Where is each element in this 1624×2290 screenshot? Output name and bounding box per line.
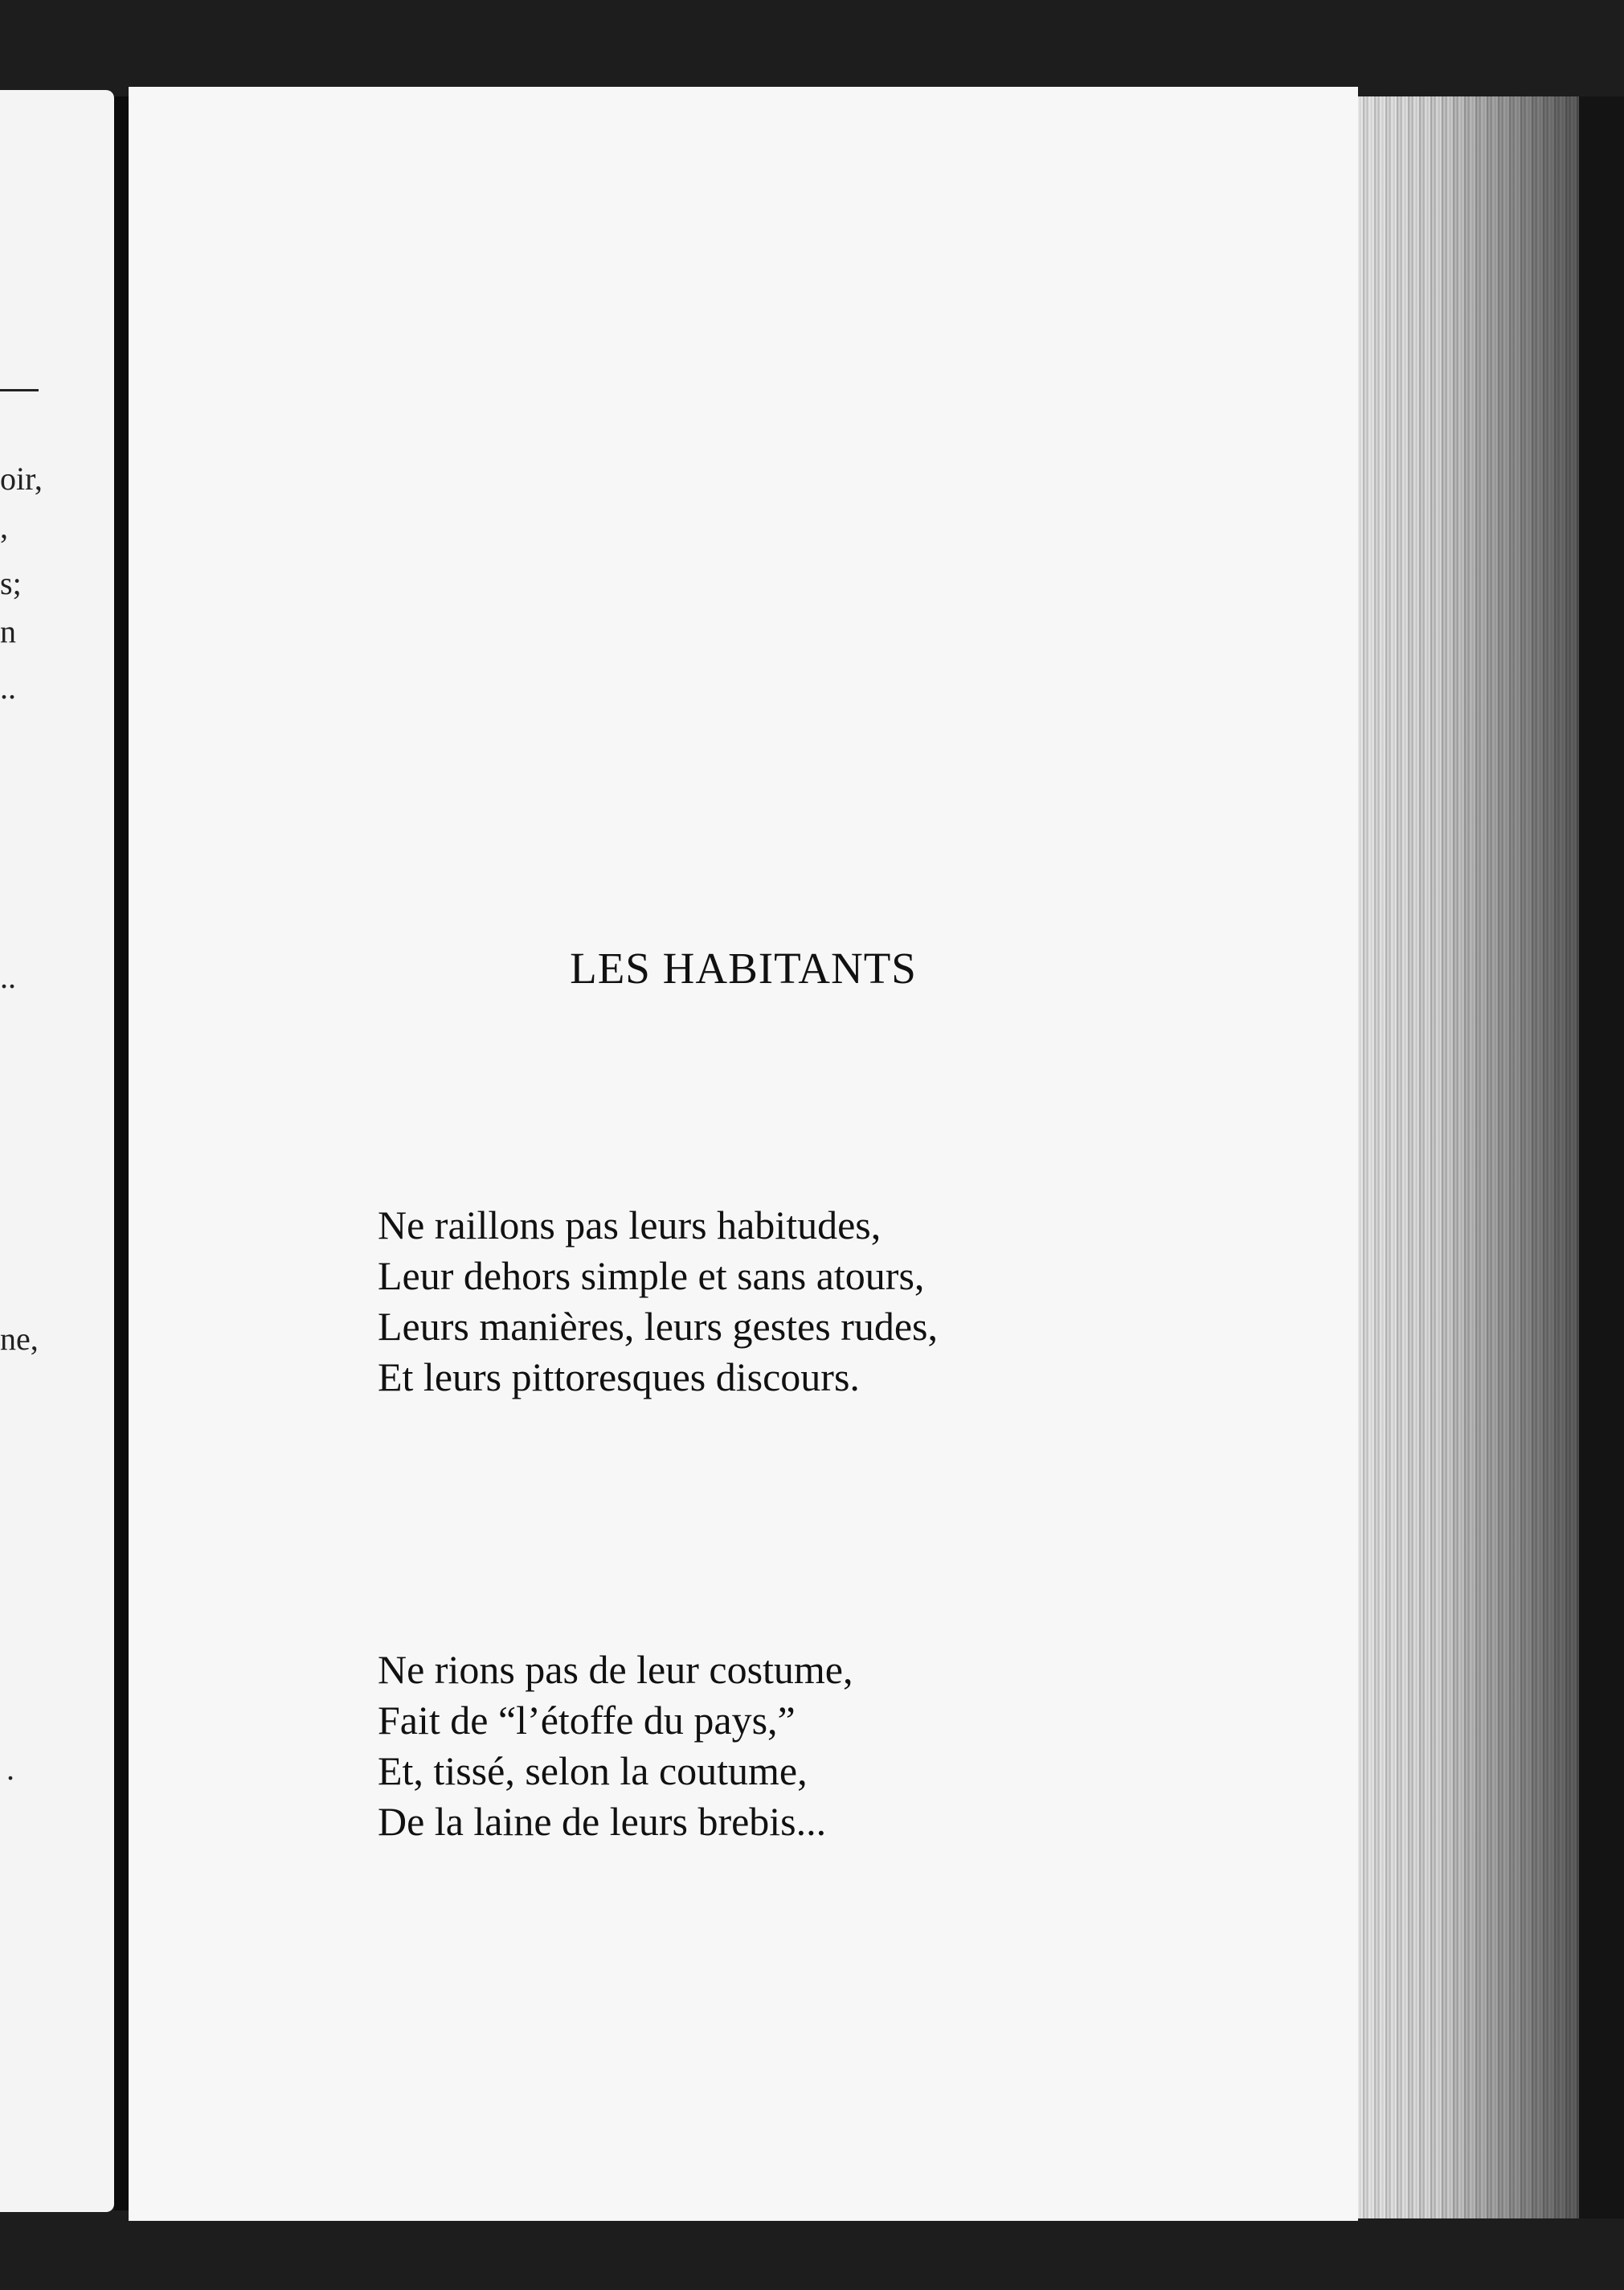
- left-page-rule: [0, 389, 39, 391]
- left-page-text-fragment: ,: [0, 509, 8, 545]
- stanza: [378, 1200, 938, 1403]
- left-page-text-fragment: .: [6, 1751, 14, 1787]
- verse-line: Ne rions pas de leur costume,: [378, 1647, 853, 1692]
- verse-line: Leur dehors simple et sans atours,: [378, 1253, 925, 1298]
- verse-line: Ne raillons pas leurs habitudes,: [378, 1202, 882, 1247]
- verse-line: Et leurs pittoresques discours.: [378, 1354, 860, 1399]
- left-page-text-fragment: oir,: [0, 461, 43, 497]
- left-page-text-fragment: ..: [0, 959, 16, 995]
- poem-title: LES HABITANTS: [570, 944, 917, 993]
- left-page-text-fragment: ..: [0, 670, 16, 706]
- verse-line: Fait de “l’étoffe du pays,”: [378, 1698, 796, 1743]
- verse-line: Leurs manières, leurs gestes rudes,: [378, 1304, 938, 1349]
- verse-line: Et, tissé, selon la coutume,: [378, 1748, 808, 1793]
- book-edge-shadow: [1579, 96, 1624, 2218]
- left-page-text-fragment: s;: [0, 565, 22, 601]
- left-page-text-fragment: n: [0, 613, 16, 649]
- left-page-text-fragment: ne,: [0, 1321, 39, 1357]
- book-page-edges: [1358, 96, 1579, 2218]
- stanza: [378, 1645, 853, 1847]
- book-gutter: [114, 96, 129, 2210]
- book-page: [129, 87, 1358, 2221]
- verse-line: De la laine de leurs brebis...: [378, 1799, 827, 1844]
- previous-page-fragment: [0, 90, 114, 2212]
